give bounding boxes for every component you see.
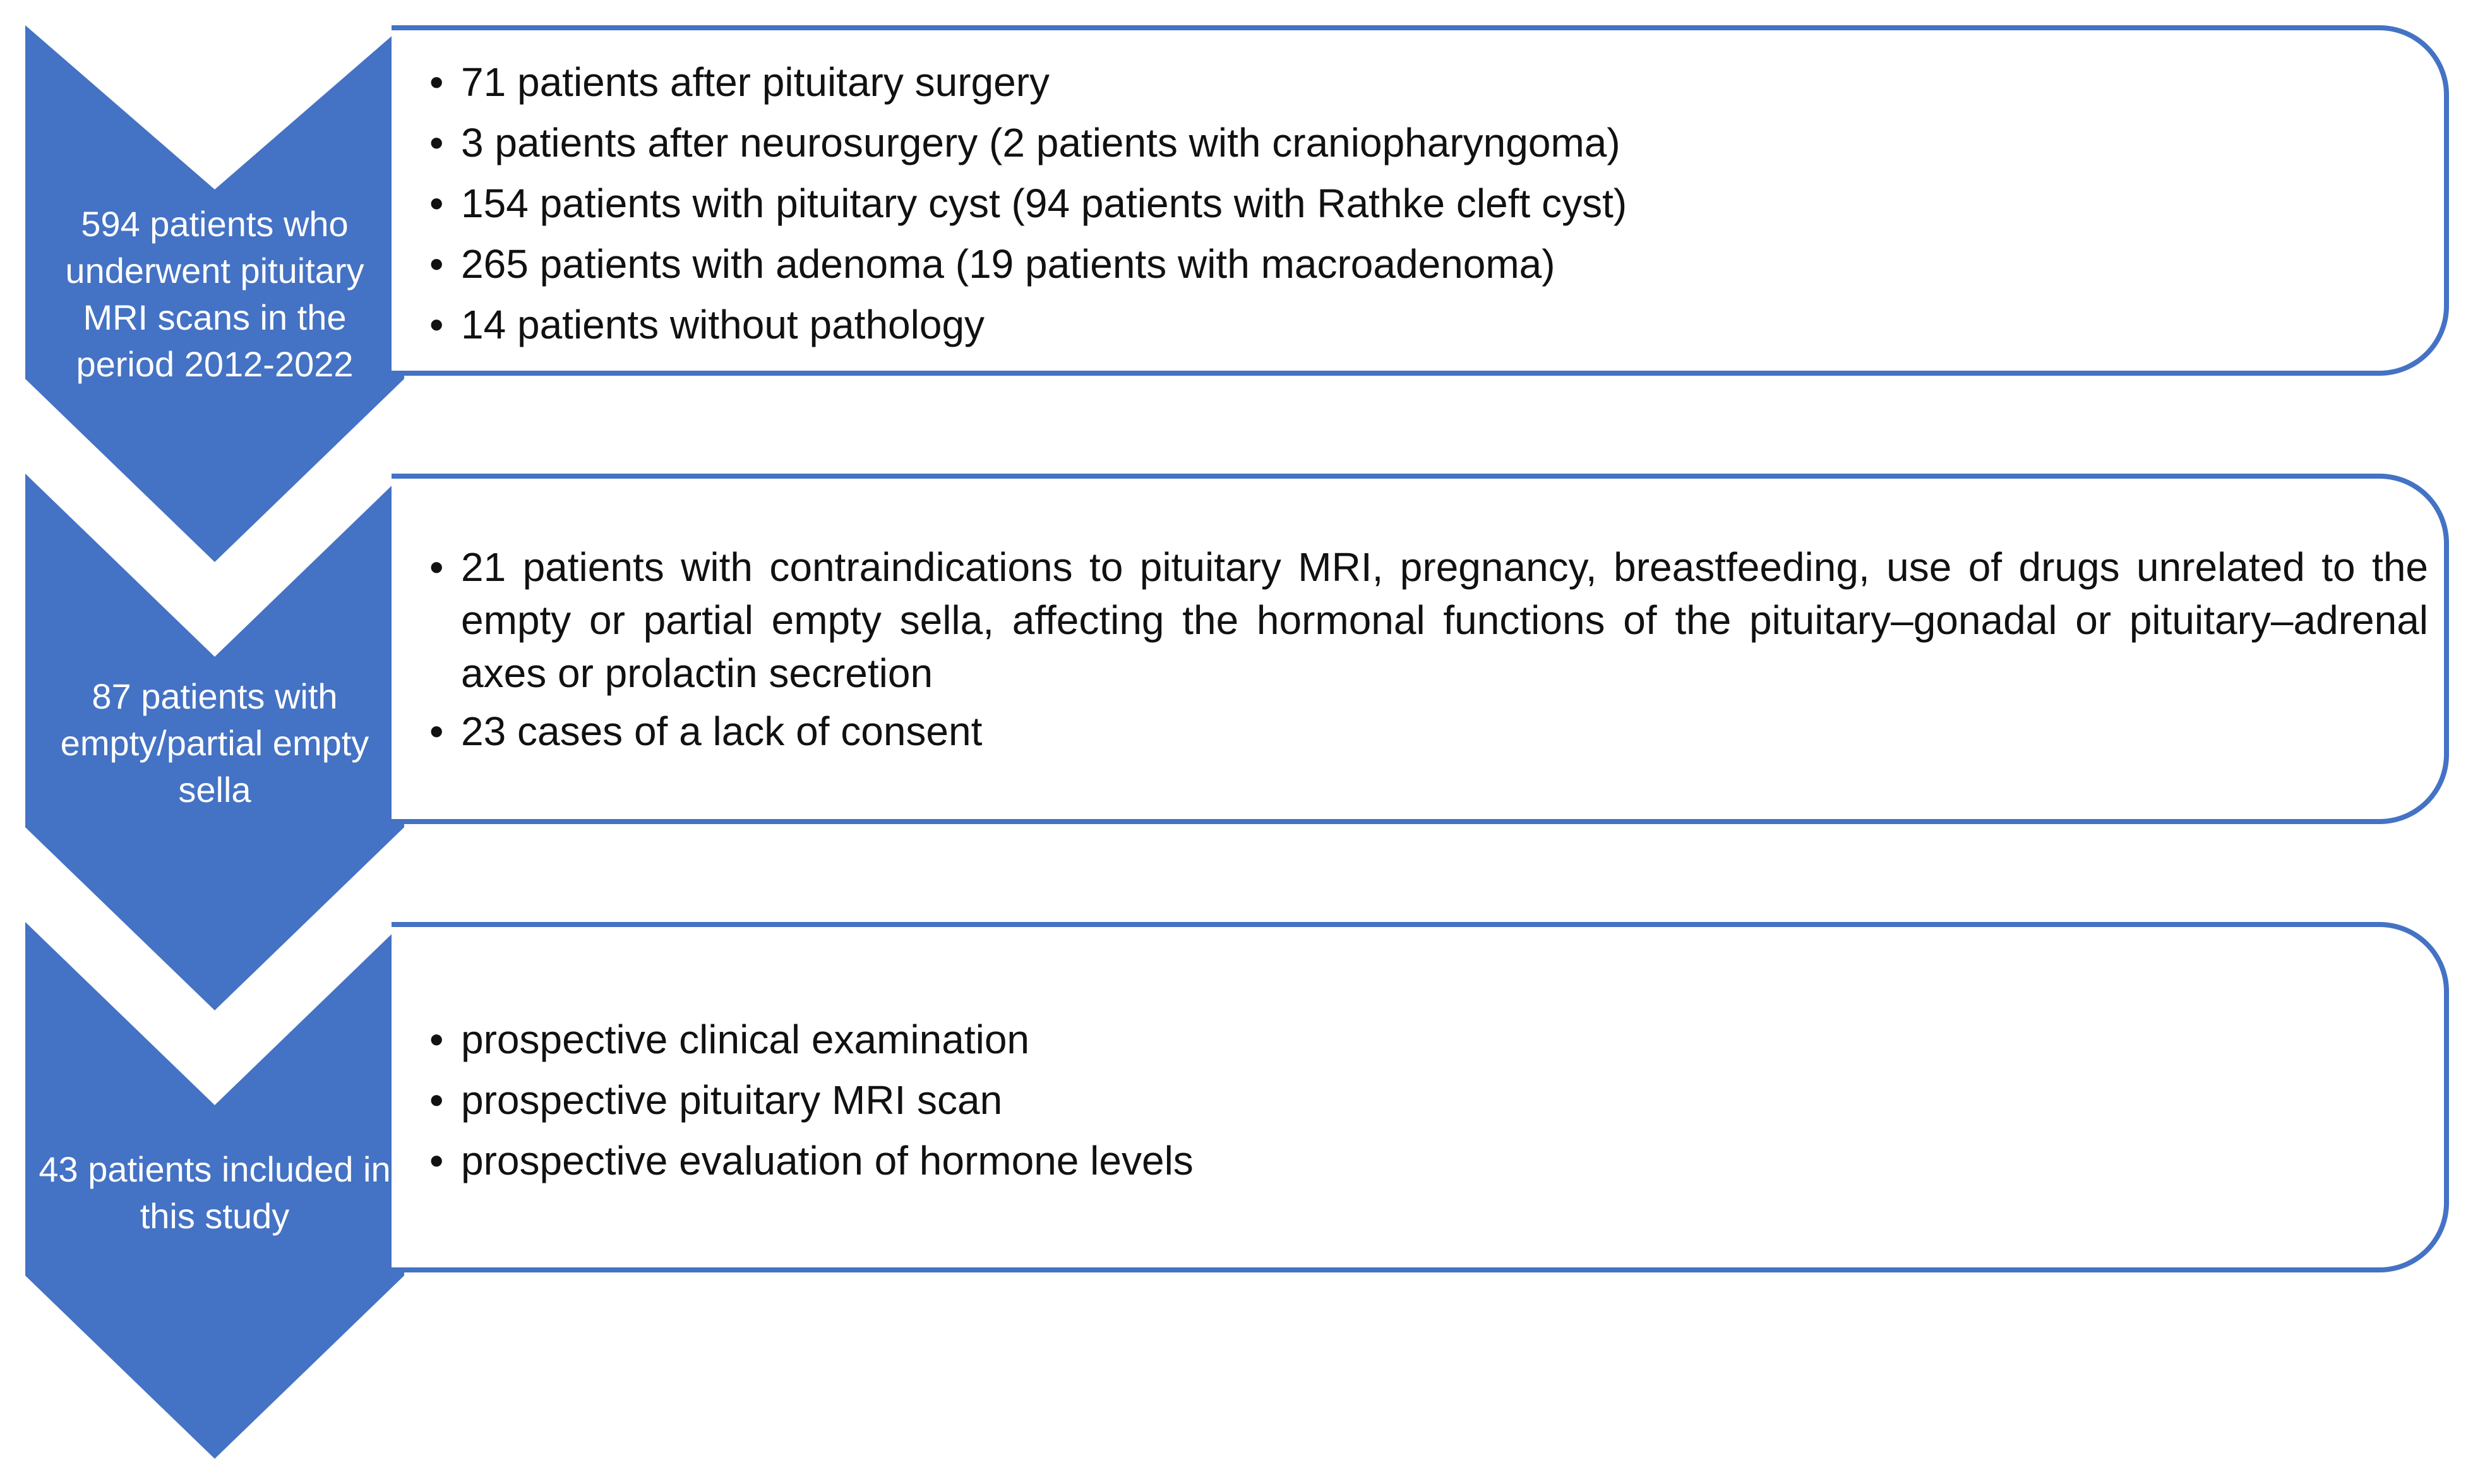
list-item: • 71 patients after pituitary surgery [429,52,2419,112]
list-item: • prospective evaluation of hormone levels [429,1130,2419,1191]
list-item: • 265 patients with adenoma (19 patients with macroadenoma) [429,234,2419,294]
stage-3-list [429,1009,2419,1191]
stage-2-label: 87 patients with empty/partial empty sella [60,676,369,810]
list-item: • prospective pituitary MRI scan [429,1070,2419,1130]
list-item: • 3 patients after neurosurgery (2 patients with craniopharyngoma) [429,112,2419,173]
list-item: • prospective clinical examination [429,1009,2419,1070]
stage-1-label: 594 patients who underwent pituitary MRI scans in the period 2012-2022 [65,204,364,384]
stage-3-label: 43 patients included in this study [39,1149,391,1236]
list-item: • 154 patients with pituitary cyst (94 patients with Rathke cleft cyst) [429,173,2419,234]
list-item: • 14 patients without pathology [429,294,2419,355]
stage-2-list [429,541,2428,758]
list-item: • 23 cases of a lack of consent [429,705,2428,758]
stage-1-list [429,52,2419,355]
list-item: • 21 patients with contraindications to pituitary MRI, pregnancy, breastfeeding, use of drugs unrelated to the empty or partial empty sella, affecting the hormonal functions of the pituitary–gonadal or pituitary–adrenal axes or prolactin secretion [429,541,2428,700]
